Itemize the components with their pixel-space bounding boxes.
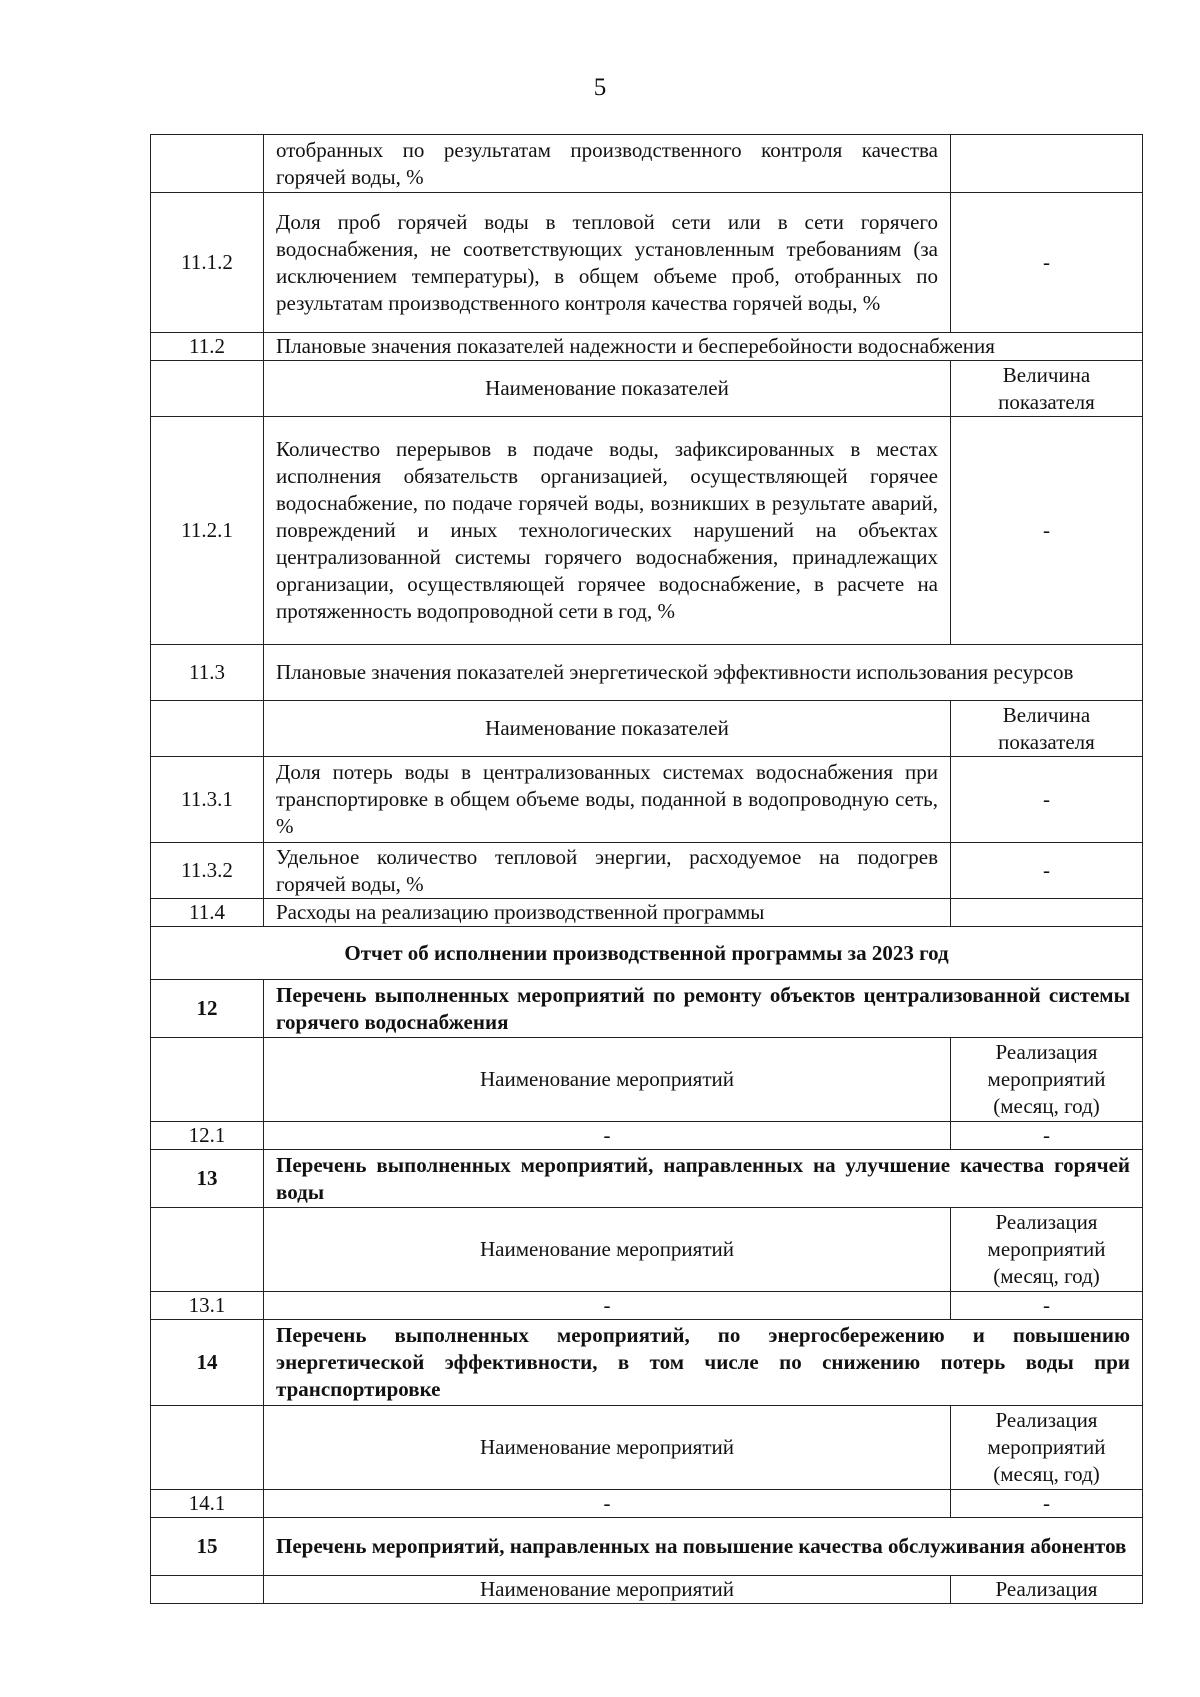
table-row: [151, 843, 1143, 899]
column-header-name: Наименование показателей: [264, 701, 951, 757]
column-header-value: Реализация мероприятий (месяц, год): [951, 1038, 1143, 1122]
row-text: Удельное количество тепловой энергии, расходуемое на подогрев горячей воды, %: [264, 843, 951, 899]
row-number: [151, 1406, 264, 1490]
table-row: [151, 1150, 1143, 1208]
row-heading: Плановые значения показателей надежности и бесперебойности водоснабжения: [264, 333, 1143, 361]
table-row: [151, 701, 1143, 757]
row-value: -: [951, 757, 1143, 843]
table-row: [151, 193, 1143, 333]
column-header-value: Величина показателя: [951, 701, 1143, 757]
row-number: 12: [151, 980, 264, 1038]
row-number: [151, 701, 264, 757]
row-number: 11.2: [151, 333, 264, 361]
row-heading: Перечень выполненных мероприятий по ремонту объектов централизованной системы горячего водоснабжения: [264, 980, 1143, 1038]
row-number: 11.3: [151, 645, 264, 701]
column-header-value: Реализация: [951, 1576, 1143, 1604]
column-header-value: Реализация мероприятий (месяц, год): [951, 1406, 1143, 1490]
column-header-value: Реализация мероприятий (месяц, год): [951, 1208, 1143, 1292]
table-row: [151, 1320, 1143, 1406]
column-header-value: Величина показателя: [951, 361, 1143, 417]
column-header-name: Наименование мероприятий: [264, 1038, 951, 1122]
table-row: [151, 757, 1143, 843]
row-text: -: [264, 1122, 951, 1150]
row-heading: Перечень мероприятий, направленных на повышение качества обслуживания абонентов: [264, 1518, 1143, 1576]
row-value: -: [951, 843, 1143, 899]
row-heading: Перечень выполненных мероприятий, по энергосбережению и повышению энергетической эффективности, в том числе по снижению потерь воды при транспортировке: [264, 1320, 1143, 1406]
row-number: 12.1: [151, 1122, 264, 1150]
row-value: -: [951, 1122, 1143, 1150]
column-header-name: Наименование мероприятий: [264, 1208, 951, 1292]
row-number: 11.1.2: [151, 193, 264, 333]
table-row: [151, 1406, 1143, 1490]
row-number: 13: [151, 1150, 264, 1208]
table-row: [151, 333, 1143, 361]
row-number: 14: [151, 1320, 264, 1406]
table-body: [151, 135, 1143, 1604]
row-text: -: [264, 1292, 951, 1320]
table-row: [151, 1518, 1143, 1576]
column-header-name: Наименование мероприятий: [264, 1406, 951, 1490]
row-value: [951, 899, 1143, 927]
table-row: [151, 1122, 1143, 1150]
table-row: [151, 980, 1143, 1038]
row-number: 14.1: [151, 1490, 264, 1518]
row-heading: Перечень выполненных мероприятий, направленных на улучшение качества горячей воды: [264, 1150, 1143, 1208]
row-text: отобранных по результатам производственного контроля качества горячей воды, %: [264, 135, 951, 193]
row-number: [151, 361, 264, 417]
column-header-name: Наименование показателей: [264, 361, 951, 417]
row-number: 11.4: [151, 899, 264, 927]
row-value: -: [951, 193, 1143, 333]
row-value: [951, 135, 1143, 193]
production-program-table: [150, 134, 1143, 1604]
table-row: [151, 361, 1143, 417]
column-header-name: Наименование мероприятий: [264, 1576, 951, 1604]
row-text: -: [264, 1490, 951, 1518]
row-number: 15: [151, 1518, 264, 1576]
row-text: Расходы на реализацию производственной программы: [264, 899, 951, 927]
row-number: 11.3.1: [151, 757, 264, 843]
table-row: [151, 927, 1143, 980]
row-value: -: [951, 417, 1143, 645]
table-row: [151, 1576, 1143, 1604]
table-row: [151, 899, 1143, 927]
table-row: [151, 1490, 1143, 1518]
page-number: 5: [593, 74, 607, 101]
row-number: 11.2.1: [151, 417, 264, 645]
table-row: [151, 135, 1143, 193]
table-row: [151, 1038, 1143, 1122]
row-text: Доля потерь воды в централизованных системах водоснабжения при транспортировке в общем объеме воды, поданной в водопроводную сеть, %: [264, 757, 951, 843]
row-heading: Плановые значения показателей энергетической эффективности использования ресурсов: [264, 645, 1143, 701]
row-value: -: [951, 1490, 1143, 1518]
section-title: Отчет об исполнении производственной программы за 2023 год: [151, 927, 1143, 980]
row-number: 11.3.2: [151, 843, 264, 899]
table-row: [151, 417, 1143, 645]
row-number: [151, 135, 264, 193]
row-number: [151, 1576, 264, 1604]
row-text: Доля проб горячей воды в тепловой сети или в сети горячего водоснабжения, не соответствующих установленным требованиям (за исключением температуры), в общем объеме проб, отобранных по результатам производственного контроля качества горячей воды, %: [264, 193, 951, 333]
row-number: 13.1: [151, 1292, 264, 1320]
row-number: [151, 1038, 264, 1122]
table-row: [151, 645, 1143, 701]
table-row: [151, 1292, 1143, 1320]
row-value: -: [951, 1292, 1143, 1320]
row-number: [151, 1208, 264, 1292]
row-text: Количество перерывов в подаче воды, зафиксированных в местах исполнения обязательств организацией, осуществляющей горячее водоснабжение, по подаче горячей воды, возникших в результате аварий, повреждений и иных технологических нарушений на объектах централизованной системы горячего водоснабжения, принадлежащих организации, осуществляющей горячее водоснабжение, в расчете на протяженность водопроводной сети в год, %: [264, 417, 951, 645]
table-row: [151, 1208, 1143, 1292]
